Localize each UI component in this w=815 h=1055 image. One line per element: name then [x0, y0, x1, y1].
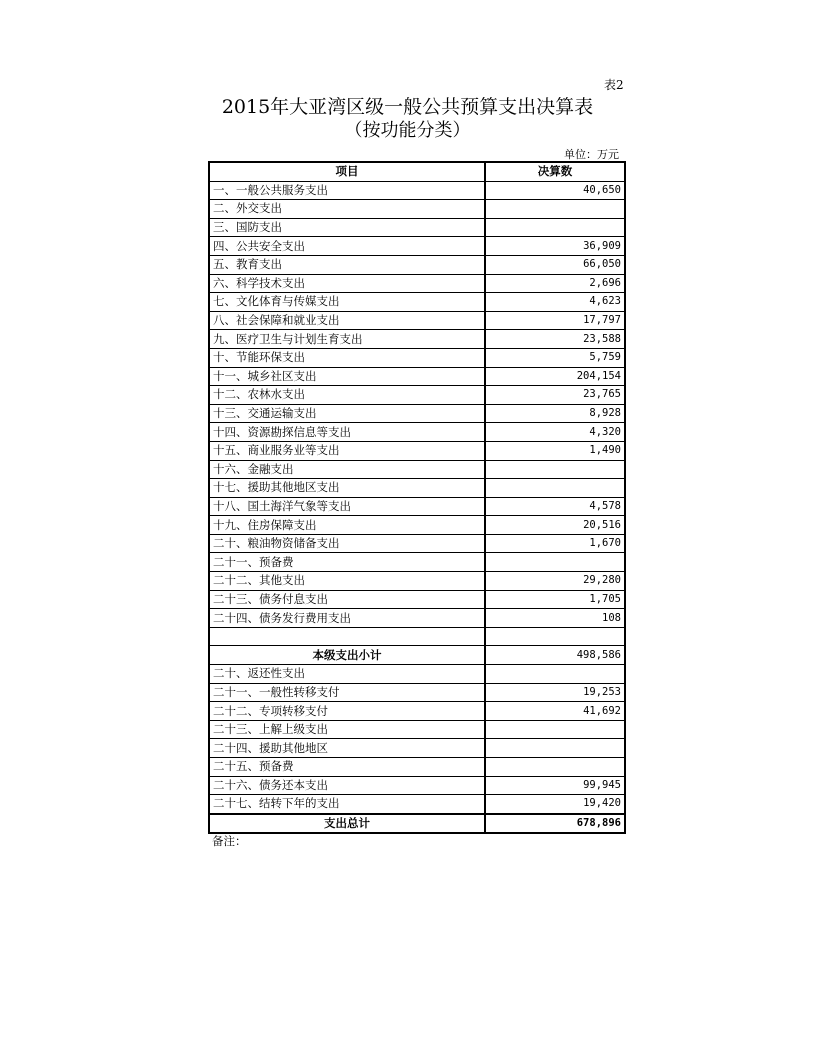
total-amount: 678,896 [485, 814, 625, 834]
budget-table [208, 161, 626, 834]
row-amount: 204,154 [485, 367, 625, 386]
row-item: 六、科学技术支出 [209, 274, 485, 293]
table-row [209, 200, 625, 219]
row-item: 九、医疗卫生与计划生育支出 [209, 330, 485, 349]
row-amount: 99,945 [485, 776, 625, 795]
table-row [209, 665, 625, 684]
row-amount [485, 627, 625, 646]
row-amount: 108 [485, 609, 625, 628]
row-amount: 1,705 [485, 590, 625, 609]
table-row [209, 795, 625, 814]
row-amount: 41,692 [485, 702, 625, 721]
subtotal-row [209, 646, 625, 665]
table-row [209, 497, 625, 516]
table-row [209, 720, 625, 739]
table-row [209, 627, 625, 646]
row-item: 二十五、预备费 [209, 758, 485, 777]
table-row [209, 255, 625, 274]
row-amount: 19,420 [485, 795, 625, 814]
row-amount: 4,623 [485, 293, 625, 312]
row-amount [485, 665, 625, 684]
table-row [209, 311, 625, 330]
row-amount: 36,909 [485, 237, 625, 256]
row-item: 十五、商业服务业等支出 [209, 441, 485, 460]
row-item: 二十、返还性支出 [209, 665, 485, 684]
column-header-item: 项目 [209, 162, 485, 181]
row-amount [485, 739, 625, 758]
row-item: 十、节能环保支出 [209, 348, 485, 367]
table-row [209, 683, 625, 702]
row-item: 五、教育支出 [209, 255, 485, 274]
row-item: 十一、城乡社区支出 [209, 367, 485, 386]
row-item: 二十七、结转下年的支出 [209, 795, 485, 814]
table-row [209, 423, 625, 442]
row-amount: 1,490 [485, 441, 625, 460]
row-item: 二十二、专项转移支付 [209, 702, 485, 721]
table-row [209, 181, 625, 200]
table-row [209, 590, 625, 609]
row-item: 二十四、援助其他地区 [209, 739, 485, 758]
total-label: 支出总计 [209, 814, 485, 834]
row-amount: 23,588 [485, 330, 625, 349]
row-amount: 20,516 [485, 516, 625, 535]
row-amount: 4,578 [485, 497, 625, 516]
row-amount: 19,253 [485, 683, 625, 702]
row-item: 十九、住房保障支出 [209, 516, 485, 535]
row-item: 二、外交支出 [209, 200, 485, 219]
row-item [209, 627, 485, 646]
row-amount: 8,928 [485, 404, 625, 423]
table-row [209, 404, 625, 423]
row-amount: 4,320 [485, 423, 625, 442]
table-row [209, 367, 625, 386]
table-row [209, 553, 625, 572]
row-amount [485, 553, 625, 572]
row-amount [485, 479, 625, 498]
row-item: 十六、金融支出 [209, 460, 485, 479]
table-row [209, 293, 625, 312]
row-item: 七、文化体育与传媒支出 [209, 293, 485, 312]
row-amount: 40,650 [485, 181, 625, 200]
row-item: 三、国防支出 [209, 218, 485, 237]
row-amount: 23,765 [485, 386, 625, 405]
table-row [209, 237, 625, 256]
row-item: 一、一般公共服务支出 [209, 181, 485, 200]
remark-label: 备注： [212, 834, 247, 848]
table-row [209, 348, 625, 367]
table-row [209, 330, 625, 349]
row-amount [485, 218, 625, 237]
row-item: 二十三、上解上级支出 [209, 720, 485, 739]
table-row [209, 534, 625, 553]
table-row [209, 516, 625, 535]
row-item: 十三、交通运输支出 [209, 404, 485, 423]
row-amount: 66,050 [485, 255, 625, 274]
table-header-row [209, 162, 625, 181]
row-item: 二十一、预备费 [209, 553, 485, 572]
table-row [209, 572, 625, 591]
row-amount: 17,797 [485, 311, 625, 330]
row-amount: 29,280 [485, 572, 625, 591]
total-row [209, 814, 625, 834]
row-item: 二十六、债务还本支出 [209, 776, 485, 795]
row-amount: 5,759 [485, 348, 625, 367]
table-row [209, 441, 625, 460]
row-item: 二十二、其他支出 [209, 572, 485, 591]
row-item: 二十四、债务发行费用支出 [209, 609, 485, 628]
row-amount: 498,586 [485, 646, 625, 665]
table-number: 表2 [604, 78, 624, 92]
row-item: 十七、援助其他地区支出 [209, 479, 485, 498]
table-row [209, 218, 625, 237]
row-amount [485, 200, 625, 219]
table-row [209, 776, 625, 795]
table-row [209, 758, 625, 777]
row-amount [485, 460, 625, 479]
row-item: 二十、粮油物资储备支出 [209, 534, 485, 553]
row-item: 十四、资源勘探信息等支出 [209, 423, 485, 442]
column-header-amount: 决算数 [485, 162, 625, 181]
row-amount [485, 758, 625, 777]
row-item: 二十一、一般性转移支付 [209, 683, 485, 702]
row-amount [485, 720, 625, 739]
row-item: 本级支出小计 [209, 646, 485, 665]
row-item: 十二、农林水支出 [209, 386, 485, 405]
row-item: 四、公共安全支出 [209, 237, 485, 256]
table-row [209, 609, 625, 628]
page-subtitle: （按功能分类） [344, 120, 471, 141]
page-title: 2015年大亚湾区级一般公共预算支出决算表 [221, 96, 594, 118]
table-row [209, 386, 625, 405]
table-row [209, 479, 625, 498]
table-row [209, 702, 625, 721]
table-body [209, 181, 625, 833]
row-amount: 1,670 [485, 534, 625, 553]
table-row [209, 274, 625, 293]
row-amount: 2,696 [485, 274, 625, 293]
row-item: 八、社会保障和就业支出 [209, 311, 485, 330]
table-row [209, 739, 625, 758]
row-item: 十八、国土海洋气象等支出 [209, 497, 485, 516]
unit-label: 单位：万元 [564, 148, 619, 161]
row-item: 二十三、债务付息支出 [209, 590, 485, 609]
table-row [209, 460, 625, 479]
